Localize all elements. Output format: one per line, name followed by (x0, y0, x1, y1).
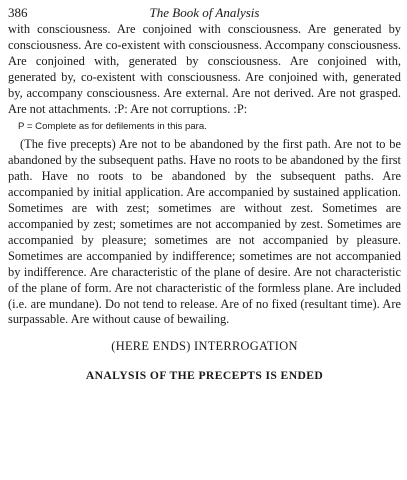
book-page (8, 4, 401, 384)
section-end-heading: (HERE ENDS) INTERROGATION (111, 339, 298, 354)
body-paragraph-2: (The five precepts) Are not to be abandoned by the first path. Are not to be abandoned by the subsequent paths. Have no roots to be abandoned by the first path. Have no roots to be abandoned by the subsequent paths. Are accompanied by initial application. Are accompanied by sustained application. Sometimes are with zest; sometimes are without zest. Sometimes are accompanied by zest; sometimes are not accompanied by zest. Sometimes are accompanied by pleasure; sometimes are not accompanied by pleasure. Sometimes are accompanied by indifference; sometimes are not accompanied by indifference. Are characteristic of the plane of desire. Are not characteristic of the plane of form. Are not characteristic of the formless plane. Are included (i.e. are mundane). Do not tend to release. Are of no fixed (resultant time). Are surpassable. Are without cause of bewailing. (8, 137, 401, 327)
footnote: P = Complete as for defilements in this para. (18, 121, 207, 133)
running-title: The Book of Analysis (149, 5, 260, 20)
running-head (8, 4, 401, 22)
body-paragraph-1: with consciousness. Are conjoined with consciousness. Are generated by consciousness. Are co-existent with consciousness. Accompany consciousness. Are conjoined with, generated by consciousness. Are conjoined with, generated by, co-existent with consciousness. Are conjoined with, generated by, accompany consciousness. Are external. Are not derived. Are not grasped. Are not attachments. :P: Are not corruptions. :P: (8, 22, 401, 116)
chapter-end-heading: ANALYSIS OF THE PRECEPTS IS ENDED (85, 369, 324, 383)
page-number: 386 (8, 5, 28, 20)
